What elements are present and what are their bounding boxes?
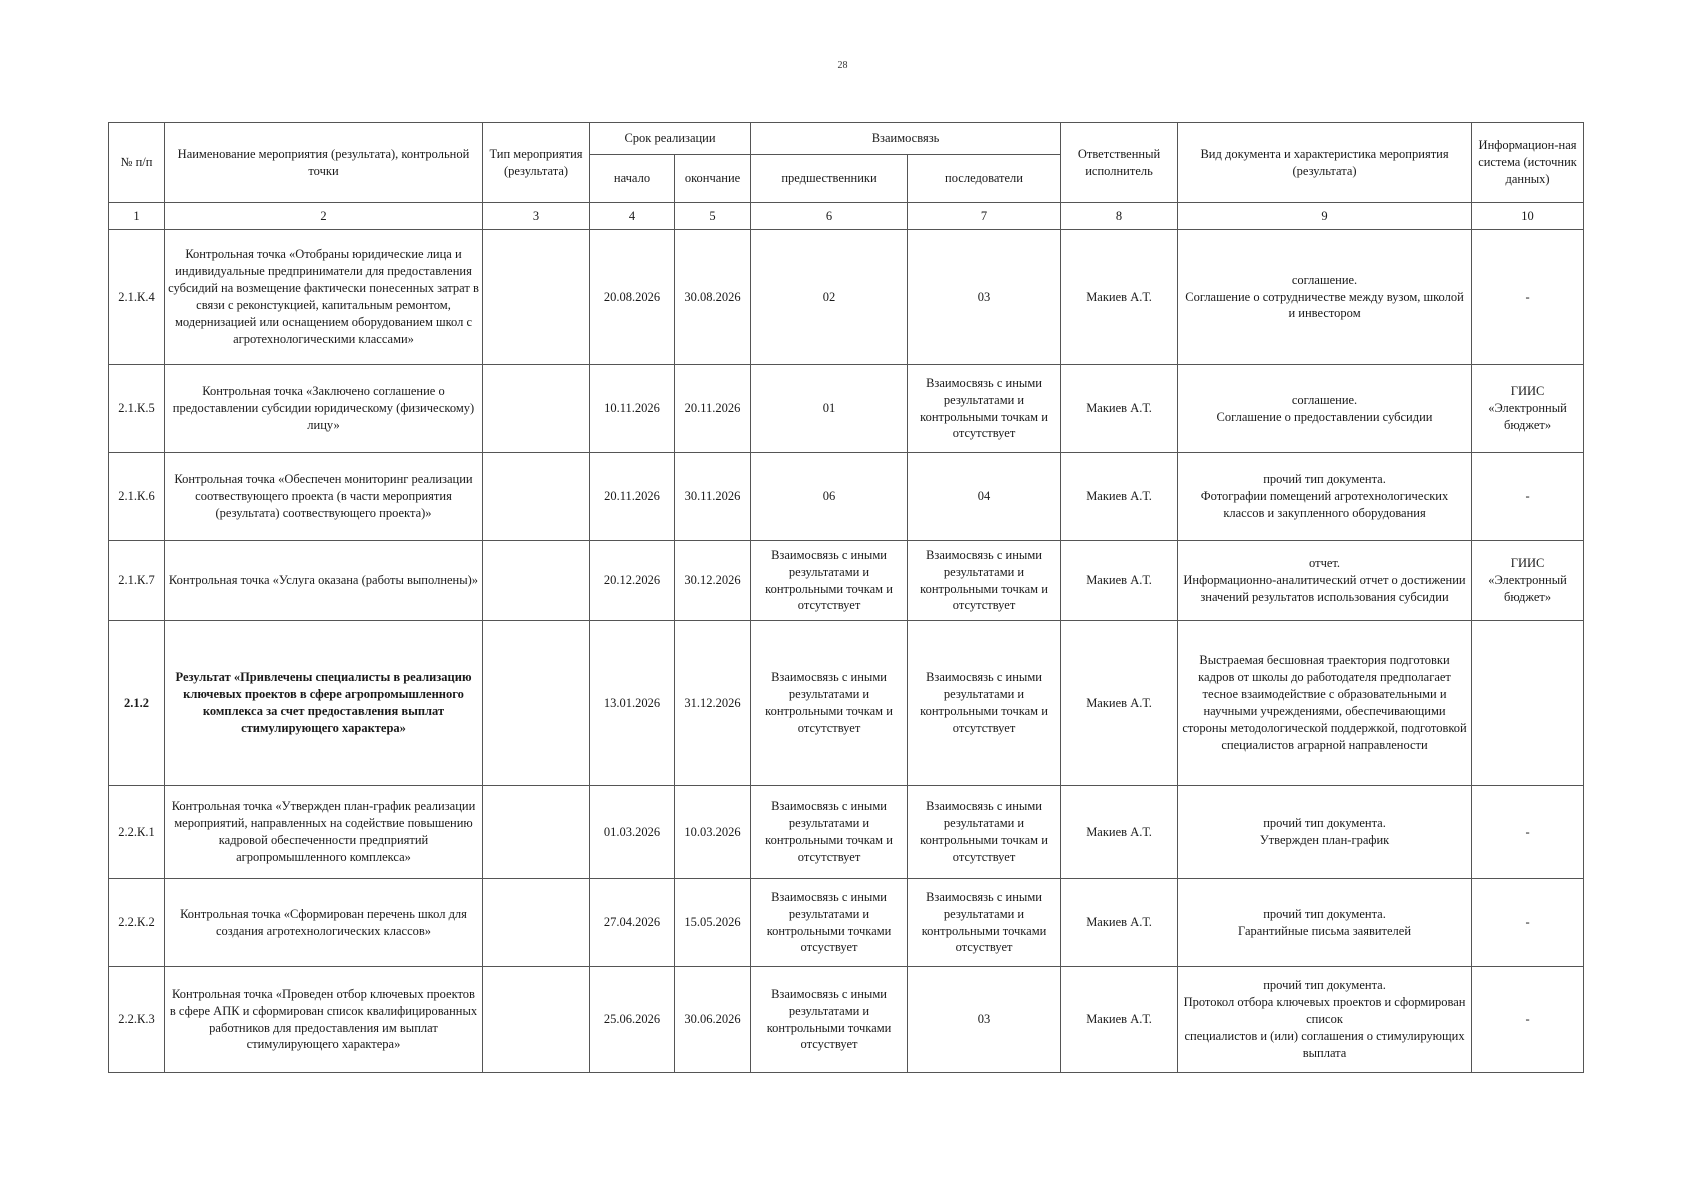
row-number: 2.1.К.5 <box>109 365 165 453</box>
header-num: № п/п <box>109 123 165 203</box>
information-system: - <box>1472 230 1584 365</box>
table-body <box>109 230 1584 1073</box>
row-number: 2.1.К.7 <box>109 541 165 621</box>
end-date: 30.06.2026 <box>675 967 751 1073</box>
information-system: - <box>1472 453 1584 541</box>
start-date: 01.03.2026 <box>590 786 675 879</box>
activity-type <box>483 453 590 541</box>
header-infosys: Информацион-ная система (источник данных) <box>1472 123 1584 203</box>
activity-type <box>483 621 590 786</box>
row-number: 2.2.К.3 <box>109 967 165 1073</box>
column-number: 2 <box>165 203 483 230</box>
table-row <box>109 967 1584 1073</box>
activity-name: Контрольная точка «Заключено соглашение о предоставлении субсидии юридическому (физическому) лицу» <box>165 365 483 453</box>
column-number: 10 <box>1472 203 1584 230</box>
responsible-person: Макиев А.Т. <box>1061 967 1178 1073</box>
information-system: ГИИС «Электронный бюджет» <box>1472 365 1584 453</box>
table-header <box>109 123 1584 230</box>
information-system: - <box>1472 967 1584 1073</box>
document-description: соглашение. Соглашение о предоставлении субсидии <box>1178 365 1472 453</box>
responsible-person: Макиев А.Т. <box>1061 541 1178 621</box>
predecessors: Взаимосвязь с иными результатами и контрольными точкам и отсутствует <box>751 621 908 786</box>
header-predecessors: предшественники <box>751 155 908 203</box>
successors: Взаимосвязь с иными результатами и контрольными точками отсуствует <box>908 879 1061 967</box>
table-row <box>109 230 1584 365</box>
end-date: 31.12.2026 <box>675 621 751 786</box>
activity-name: Контрольная точка «Отобраны юридические лица и индивидуальные предприниматели для предоставления субсидий на возмещение фактически понесенных затрат в связи с реконстукцией, капитальным ремонтом, модернизацией или оснащением оборудованием школ с агротехнологическими классами» <box>165 230 483 365</box>
end-date: 30.12.2026 <box>675 541 751 621</box>
activity-name: Контрольная точка «Утвержден план-график реализации мероприятий, направленных на содействие повышению кадровой обеспеченности предприятий агропромышленного комплекса» <box>165 786 483 879</box>
table-row <box>109 879 1584 967</box>
predecessors: 01 <box>751 365 908 453</box>
row-number: 2.2.К.1 <box>109 786 165 879</box>
header-end: окончание <box>675 155 751 203</box>
activity-type <box>483 967 590 1073</box>
start-date: 20.08.2026 <box>590 230 675 365</box>
predecessors: 02 <box>751 230 908 365</box>
column-number: 8 <box>1061 203 1178 230</box>
column-number: 7 <box>908 203 1061 230</box>
document-description: соглашение. Соглашение о сотрудничестве между вузом, школой и инвестором <box>1178 230 1472 365</box>
header-type: Тип мероприятия (результата) <box>483 123 590 203</box>
table-row <box>109 621 1584 786</box>
successors: Взаимосвязь с иными результатами и контрольными точкам и отсутствует <box>908 786 1061 879</box>
column-number: 1 <box>109 203 165 230</box>
row-number: 2.1.К.6 <box>109 453 165 541</box>
successors: Взаимосвязь с иными результатами и контрольными точкам и отсутствует <box>908 621 1061 786</box>
start-date: 20.11.2026 <box>590 453 675 541</box>
table-row <box>109 365 1584 453</box>
information-system: - <box>1472 786 1584 879</box>
document-description: отчет. Информационно-аналитический отчет о достижении значений результатов использования субсидии <box>1178 541 1472 621</box>
column-number: 3 <box>483 203 590 230</box>
document-description: прочий тип документа. Гарантийные письма заявителей <box>1178 879 1472 967</box>
table-row <box>109 786 1584 879</box>
end-date: 30.11.2026 <box>675 453 751 541</box>
responsible-person: Макиев А.Т. <box>1061 786 1178 879</box>
activity-name: Результат «Привлечены специалисты в реализацию ключевых проектов в сфере агропромышленного комплекса за счет предоставления выплат стимулирующего характера» <box>165 621 483 786</box>
successors: 04 <box>908 453 1061 541</box>
information-system: ГИИС «Электронный бюджет» <box>1472 541 1584 621</box>
responsible-person: Макиев А.Т. <box>1061 453 1178 541</box>
end-date: 20.11.2026 <box>675 365 751 453</box>
activity-name: Контрольная точка «Проведен отбор ключевых проектов в сфере АПК и сформирован список квалифицированных работников для предоставления им выплат стимулирующего характера» <box>165 967 483 1073</box>
header-relation: Взаимосвязь <box>751 123 1061 155</box>
activity-plan-table <box>108 122 1584 1073</box>
activity-name: Контрольная точка «Сформирован перечень школ для создания агротехнологических классов» <box>165 879 483 967</box>
successors: 03 <box>908 230 1061 365</box>
column-number-row <box>109 203 1584 230</box>
responsible-person: Макиев А.Т. <box>1061 621 1178 786</box>
document-description: прочий тип документа. Фотографии помещений агротехнологических классов и закупленного оборудования <box>1178 453 1472 541</box>
header-period: Срок реализации <box>590 123 751 155</box>
row-number: 2.2.К.2 <box>109 879 165 967</box>
activity-name: Контрольная точка «Услуга оказана (работы выполнены)» <box>165 541 483 621</box>
information-system <box>1472 621 1584 786</box>
table-row <box>109 453 1584 541</box>
column-number: 9 <box>1178 203 1472 230</box>
column-number: 6 <box>751 203 908 230</box>
row-number: 2.1.К.4 <box>109 230 165 365</box>
header-name: Наименование мероприятия (результата), контрольной точки <box>165 123 483 203</box>
table-row <box>109 541 1584 621</box>
header-successors: последователи <box>908 155 1061 203</box>
successors: Взаимосвязь с иными результатами и контрольными точкам и отсутствует <box>908 541 1061 621</box>
header-responsible: Ответственный исполнитель <box>1061 123 1178 203</box>
start-date: 25.06.2026 <box>590 967 675 1073</box>
activity-type <box>483 786 590 879</box>
header-doc: Вид документа и характеристика мероприятия (результата) <box>1178 123 1472 203</box>
successors: 03 <box>908 967 1061 1073</box>
activity-type <box>483 879 590 967</box>
start-date: 13.01.2026 <box>590 621 675 786</box>
column-number: 5 <box>675 203 751 230</box>
predecessors: Взаимосвязь с иными результатами и контрольными точкам и отсутствует <box>751 786 908 879</box>
activity-name: Контрольная точка «Обеспечен мониторинг реализации соотвествующего проекта (в части мероприятия (результата) соотвествующего проекта)» <box>165 453 483 541</box>
header-start: начало <box>590 155 675 203</box>
activity-type <box>483 365 590 453</box>
predecessors: Взаимосвязь с иными результатами и контрольными точками отсуствует <box>751 967 908 1073</box>
row-number: 2.1.2 <box>109 621 165 786</box>
predecessors: Взаимосвязь с иными результатами и контрольными точкам и отсутствует <box>751 541 908 621</box>
end-date: 30.08.2026 <box>675 230 751 365</box>
information-system: - <box>1472 879 1584 967</box>
activity-type <box>483 230 590 365</box>
document-description: прочий тип документа. Протокол отбора ключевых проектов и сформирован список специалистов и (или) соглашения о стимулирующих выплата <box>1178 967 1472 1073</box>
predecessors: 06 <box>751 453 908 541</box>
predecessors: Взаимосвязь с иными результатами и контрольными точками отсуствует <box>751 879 908 967</box>
end-date: 15.05.2026 <box>675 879 751 967</box>
activity-type <box>483 541 590 621</box>
start-date: 10.11.2026 <box>590 365 675 453</box>
column-number: 4 <box>590 203 675 230</box>
end-date: 10.03.2026 <box>675 786 751 879</box>
document-description: Выстраемая бесшовная траектория подготовки кадров от школы до работодателя предполагает тесное взаимодействие с образовательными и научными учреждениями, обеспечивающими стороны методологической поддержкой, подготовкой специалистов аграрной направлености <box>1178 621 1472 786</box>
start-date: 27.04.2026 <box>590 879 675 967</box>
document-description: прочий тип документа. Утвержден план-график <box>1178 786 1472 879</box>
successors: Взаимосвязь с иными результатами и контрольными точкам и отсутствует <box>908 365 1061 453</box>
page-number: 28 <box>837 60 848 71</box>
responsible-person: Макиев А.Т. <box>1061 230 1178 365</box>
responsible-person: Макиев А.Т. <box>1061 879 1178 967</box>
start-date: 20.12.2026 <box>590 541 675 621</box>
responsible-person: Макиев А.Т. <box>1061 365 1178 453</box>
